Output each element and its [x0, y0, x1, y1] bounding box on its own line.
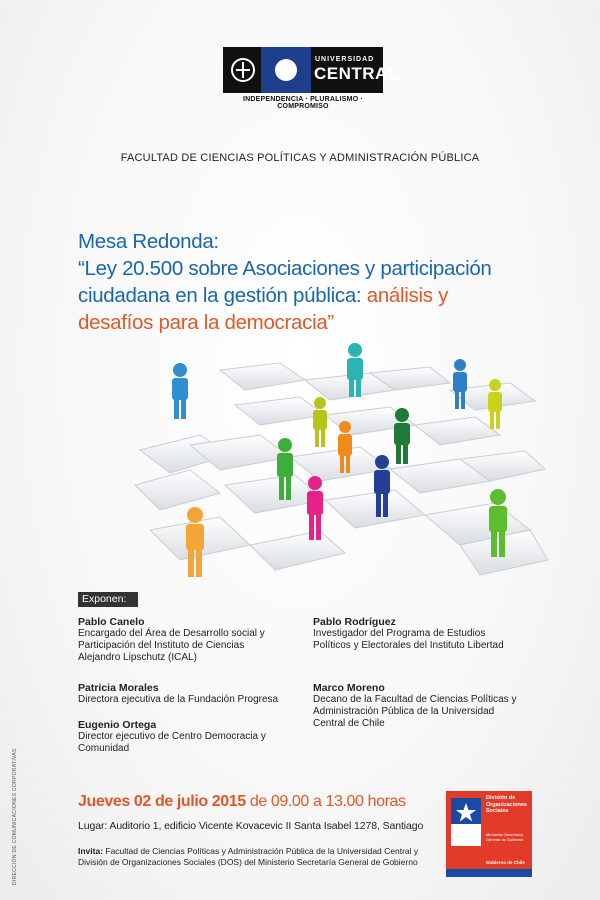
logo-dot-icon: [275, 59, 297, 81]
title-line-1: Mesa Redonda:: [78, 230, 219, 253]
gov-name: Gobierno de Chile: [486, 860, 525, 865]
title-line-3: [78, 282, 558, 309]
event-invite: [78, 846, 438, 868]
person-blue-1: [172, 363, 188, 419]
title-line-2: “Ley 20.500 sobre Asociaciones y participación: [78, 257, 492, 280]
speaker-name: Pablo Canelo: [78, 616, 145, 628]
person-blue-2: [453, 359, 467, 409]
speaker-role: Encargado del Área de Desarrollo social y Participación del Instituto de Ciencias Alejandro Lipschutz (ICAL): [78, 628, 265, 663]
speaker-4: [313, 616, 523, 652]
person-dark-green: [394, 408, 410, 464]
speaker-3: [78, 719, 288, 755]
gov-ministry: Ministerio Secretaría General de Gobierno: [486, 832, 524, 842]
speaker-role: Directora ejecutiva de la Fundación Progresa: [78, 694, 279, 705]
event-time: de 09.00 a 13.00 horas: [245, 793, 406, 810]
person-pink: [307, 476, 323, 540]
person-yellow-2: [313, 397, 327, 447]
speaker-role: Investigador del Programa de Estudios Políticos y Electorales del Instituto Libertad: [313, 628, 504, 651]
speaker-1: [78, 616, 288, 664]
exponen-divider: [78, 606, 138, 607]
speaker-5: [313, 682, 523, 730]
exponen-label: Exponen:: [78, 592, 138, 606]
side-credit: DIRECCIÓN DE COMUNICACIONES CORPORATIVAS: [12, 748, 18, 885]
logo-motto: INDEPENDENCIA · PLURALISMO · COMPROMISO: [242, 96, 364, 110]
title-line-3-orange: análisis y: [361, 284, 449, 307]
chile-shield-icon: [449, 794, 483, 854]
title-line-3-blue: ciudadana en la gestión pública:: [78, 284, 362, 307]
faculty-name: FACULTAD DE CIENCIAS POLÍTICAS Y ADMINISTRACIÓN PÚBLICA: [120, 152, 480, 164]
logo-central-text: CENTRAL: [314, 64, 399, 83]
event-date: [78, 793, 406, 811]
gobierno-logo: [446, 791, 532, 877]
event-title: [78, 228, 558, 336]
speaker-role: Director ejecutivo de Centro Democracia y Comunidad: [78, 731, 266, 754]
speaker-name: Patricia Morales: [78, 682, 159, 694]
speaker-name: Marco Moreno: [313, 682, 385, 694]
logo-blue-block: [261, 47, 311, 93]
speaker-name: Pablo Rodríguez: [313, 616, 396, 628]
invite-text: Facultad de Ciencias Políticas y Administración Pública de la Universidad Central y División de Organizaciones Sociales (DOS) del Ministerio Secretaría General de Gobierno: [78, 846, 419, 867]
event-date-day: Jueves 02 de julio 2015: [78, 793, 246, 810]
university-logo: [223, 47, 399, 93]
gov-blue-band: [446, 869, 532, 877]
speaker-2: [78, 682, 288, 706]
speaker-name: Eugenio Ortega: [78, 719, 157, 731]
event-venue: Lugar: Auditorio 1, edificio Vicente Kovacevic II Santa Isabel 1278, Santiago: [78, 820, 424, 832]
title-line-4: desafíos para la democracia”: [78, 311, 334, 334]
puzzle-people-illustration: [130, 335, 550, 585]
speaker-role: Decano de la Facultad de Ciencias Políticas y Administración Pública de la Universidad Central de Chile: [313, 694, 517, 729]
person-orange-big: [186, 507, 204, 577]
person-yellow-1: [488, 379, 502, 429]
globe-icon: [231, 58, 255, 82]
gov-division: División de Organizaciones Sociales: [486, 795, 527, 814]
invite-label: Invita:: [78, 846, 104, 856]
logo-univ-text: UNIVERSIDAD: [315, 56, 375, 63]
